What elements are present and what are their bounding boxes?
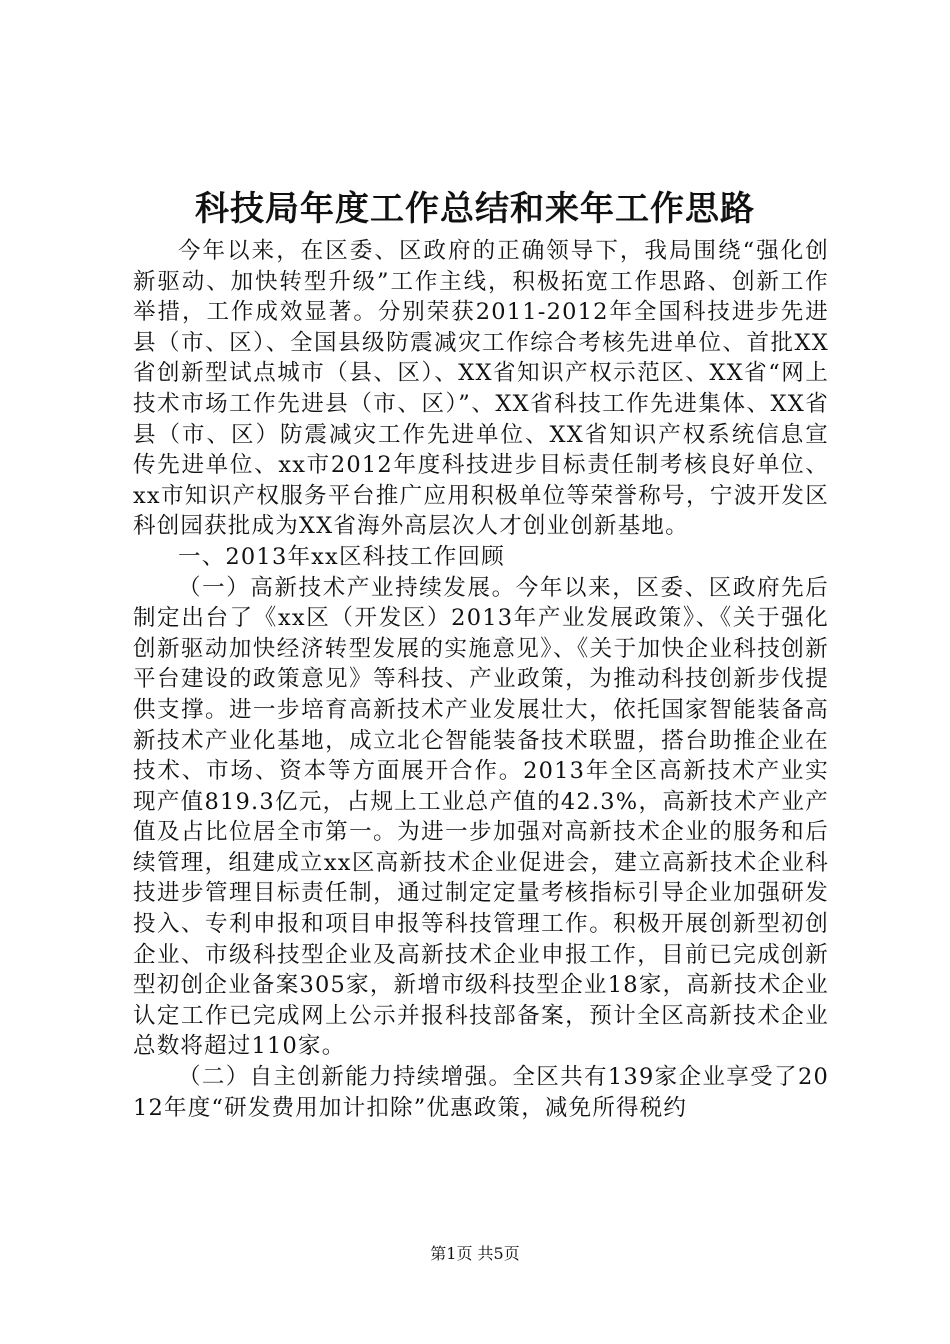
document-body — [133, 236, 829, 1123]
intro-paragraph: 今年以来，在区委、区政府的正确领导下，我局围绕“强化创新驱动、加快转型升级”工作主线，积极拓宽工作思路、创新工作举措，工作成效显著。分别荣获2011-2012年全国科技进步先进县（市、区）、全国县级防震减灾工作综合考核先进单位、首批XX省创新型试点城市（县、区）、XX省知识产权示范区、XX省“网上技术市场工作先进县（市、区）”、XX省科技工作先进集体、XX省县（市、区）防震减灾工作先进单位、XX省知识产权系统信息宣传先进单位、xx市2012年度科技进步目标责任制考核良好单位、xx市知识产权服务平台推广应用积极单位等荣誉称号，宁波开发区科创园获批成为XX省海外高层次人才创业创新基地。 — [133, 238, 829, 540]
section-heading: 一、2013年xx区科技工作回顾 — [178, 543, 505, 570]
document-title: 科技局年度工作总结和来年工作思路 — [195, 189, 755, 229]
page-footer: 第1页 共5页 — [430, 1244, 520, 1263]
subsection-paragraph-2: （二）自主创新能力持续增强。全区共有139家企业享受了2012年度“研发费用加计扣除”优惠政策，减免所得税约 — [133, 1064, 829, 1121]
subsection-paragraph-1: （一）高新技术产业持续发展。今年以来，区委、区政府先后制定出台了《xx区（开发区）2013年产业发展政策》、《关于强化创新驱动加快经济转型发展的实施意见》、《关于加快企业科技创新平台建设的政策意见》等科技、产业政策，为推动科技创新步伐提供支撑。进一步培育高新技术产业发展壮大，依托国家智能装备高新技术产业化基地，成立北仑智能装备技术联盟，搭台助推企业在技术、市场、资本等方面展开合作。2013年全区高新技术产业实现产值819.3亿元，占规上工业总产值的42.3%，高新技术产业产值及占比位居全市第一。为进一步加强对高新技术企业的服务和后续管理，组建成立xx区高新技术企业促进会，建立高新技术企业科技进步管理目标责任制，通过制定定量考核指标引导企业加强研发投入、专利申报和项目申报等科技管理工作。积极开展创新型初创企业、市级科技型企业及高新技术企业申报工作，目前已完成创新型初创企业备案305家，新增市级科技型企业18家，高新技术企业认定工作已完成网上公示并报科技部备案，预计全区高新技术企业总数将超过110家。 — [133, 574, 829, 1060]
